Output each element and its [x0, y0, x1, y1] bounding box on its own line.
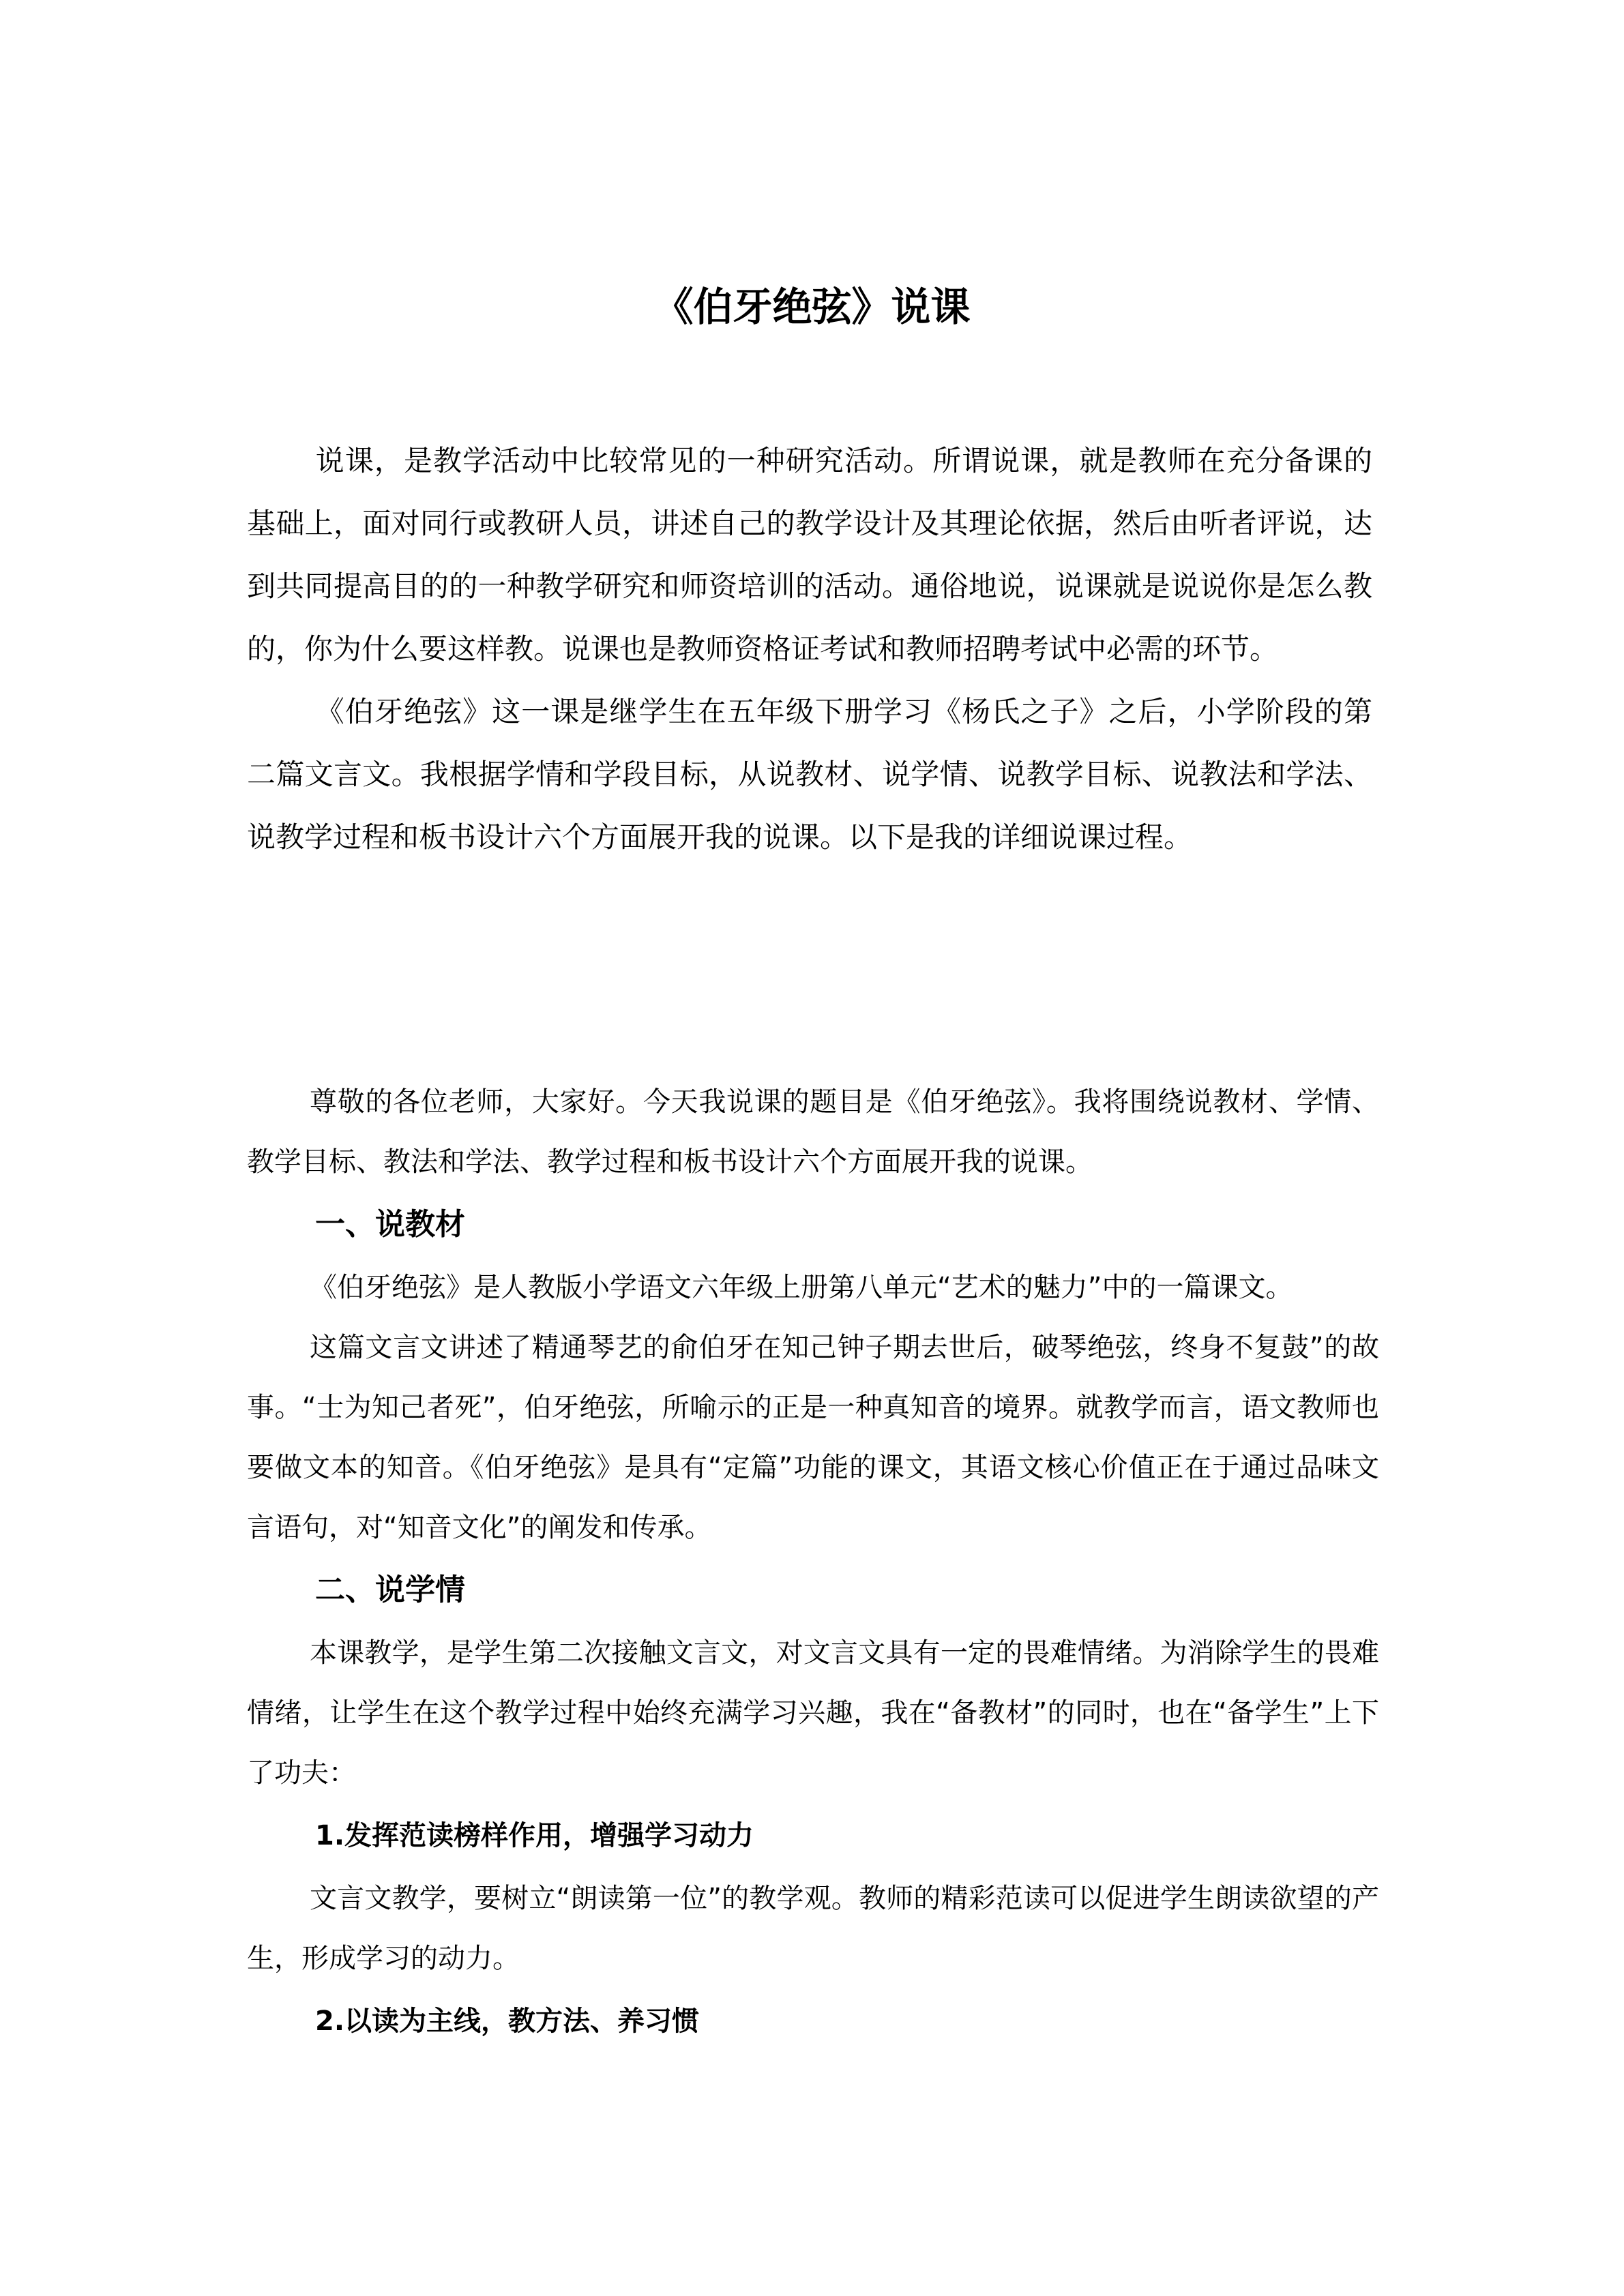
intro-paragraph: 《伯牙绝弦》这一课是继学生在五年级下册学习《杨氏之子》之后，小学阶段的第二篇文言文。我根据学情和学段目标，从说教材、说学情、说教学目标、说教法和学法、说教学过程和板书设计六个方面展开我的说课。以下是我的详细说课过程。	[247, 695, 1372, 854]
section-heading: 二、说学情	[315, 1572, 465, 1607]
body-paragraph: 本课教学，是学生第二次接触文言文，对文言文具有一定的畏难情绪。为消除学生的畏难情绪，让学生在这个教学过程中始终充满学习兴趣，我在“备教材”的同时，也在“备学生”上下了功夫：	[247, 1637, 1379, 1789]
subsection-heading: 1.发挥范读榜样作用，增强学习动力	[315, 1820, 754, 1851]
section-heading: 一、说教材	[315, 1207, 465, 1242]
body-paragraph: 这篇文言文讲述了精通琴艺的俞伯牙在知己钟子期去世后，破琴绝弦，终身不复鼓”的故事。“士为知己者死”，伯牙绝弦，所喻示的正是一种真知音的境界。就教学而言，语文教师也要做文本的知音。《伯牙绝弦》是具有“定篇”功能的课文，其语文核心价值正在于通过品味文言语句，对“知音文化”的阐发和传承。	[247, 1332, 1379, 1543]
body-section	[247, 1072, 1379, 2054]
intro-section	[247, 430, 1372, 869]
page-title: 《伯牙绝弦》说课	[653, 284, 971, 330]
body-paragraph: 《伯牙绝弦》是人教版小学语文六年级上册第八单元“艺术的魅力”中的一篇课文。	[310, 1272, 1293, 1303]
intro-paragraph: 说课，是教学活动中比较常见的一种研究活动。所谓说课，就是教师在充分备课的基础上，面对同行或教研人员，讲述自己的教学设计及其理论依据，然后由听者评说，达到共同提高目的的一种教学研究和师资培训的活动。通俗地说，说课就是说说你是怎么教的，你为什么要这样教。说课也是教师资格证考试和教师招聘考试中必需的环节。	[247, 444, 1372, 666]
subsection-heading: 2.以读为主线，教方法、养习惯	[315, 2006, 700, 2037]
body-paragraph: 文言文教学，要树立“朗读第一位”的教学观。教师的精彩范读可以促进学生朗读欲望的产生，形成学习的动力。	[247, 1883, 1379, 1974]
greeting-paragraph: 尊敬的各位老师，大家好。今天我说课的题目是《伯牙绝弦》。我将围绕说教材、学情、教学目标、教法和学法、教学过程和板书设计六个方面展开我的说课。	[247, 1086, 1379, 1178]
